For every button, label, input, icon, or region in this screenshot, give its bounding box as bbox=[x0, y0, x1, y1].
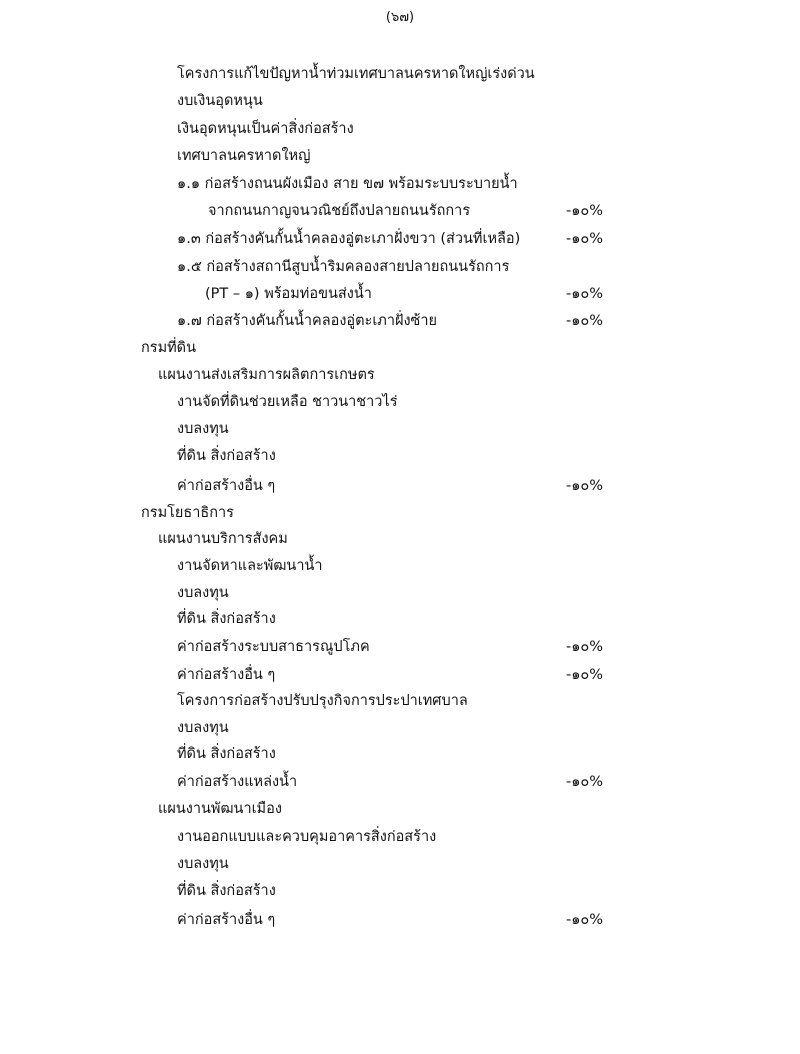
line-text: แผนงานพัฒนาเมือง bbox=[158, 801, 282, 817]
line-text: แผนงานบริการสังคม bbox=[158, 531, 288, 547]
percent-cut: -๑๐% bbox=[566, 774, 604, 790]
line-text: ๑.๑ ก่อสร้างถนนผังเมือง สาย ข๗ พร้อมระบบระบายน้ำ bbox=[177, 176, 518, 192]
project-heading bbox=[0, 688, 800, 714]
percent-cut: -๑๐% bbox=[566, 478, 604, 494]
work-item bbox=[0, 389, 800, 415]
line-text: งานออกแบบและควบคุมอาคารสิ่งก่อสร้าง bbox=[177, 829, 437, 845]
expense-line bbox=[0, 473, 800, 499]
plan-heading bbox=[0, 362, 800, 388]
line-text: ๑.๓ ก่อสร้างคันกั้นน้ำคลองอู่ตะเภาฝั่งขวา (ส่วนที่เหลือ) bbox=[177, 231, 521, 247]
percent-cut: -๑๐% bbox=[566, 286, 604, 302]
line-text: งบลงทุน bbox=[177, 856, 229, 872]
item-1-5-continued bbox=[0, 281, 800, 307]
item-1-7 bbox=[0, 308, 800, 334]
page-number: (๖๗) bbox=[385, 10, 415, 25]
line-text: ค่าก่อสร้างอื่น ๆ bbox=[177, 478, 276, 494]
budget-category bbox=[0, 851, 800, 877]
line-text: ที่ดิน สิ่งก่อสร้าง bbox=[177, 448, 276, 464]
line-text: งบลงทุน bbox=[177, 421, 229, 437]
item-1-5 bbox=[0, 254, 800, 280]
plan-heading bbox=[0, 526, 800, 552]
line-text: โครงการแก้ไขปัญหาน้ำท่วมเทศบาลนครหาดใหญ่เร่งด่วน bbox=[177, 66, 535, 82]
line-text: ที่ดิน สิ่งก่อสร้าง bbox=[177, 746, 276, 762]
expense-line bbox=[0, 769, 800, 795]
item-1-1 bbox=[0, 171, 800, 197]
budget-category bbox=[0, 580, 800, 606]
plan-heading bbox=[0, 796, 800, 822]
project-heading bbox=[0, 61, 800, 87]
budget-category bbox=[0, 715, 800, 741]
percent-cut: -๑๐% bbox=[566, 203, 604, 219]
item-1-1-continued bbox=[0, 198, 800, 224]
budget-subcategory bbox=[0, 606, 800, 632]
expense-line bbox=[0, 634, 800, 660]
percent-cut: -๑๐% bbox=[566, 639, 604, 655]
line-text: งานจัดที่ดินช่วยเหลือ ชาวนาชาวไร่ bbox=[177, 394, 398, 410]
line-text: ๑.๕ ก่อสร้างสถานีสูบน้ำริมคลองสายปลายถนนรัถการ bbox=[177, 259, 510, 275]
percent-cut: -๑๐% bbox=[566, 667, 604, 683]
line-text: ค่าก่อสร้างแหล่งน้ำ bbox=[177, 774, 298, 790]
expense-line bbox=[0, 907, 800, 933]
budget-subcategory bbox=[0, 443, 800, 469]
department-heading bbox=[0, 500, 800, 526]
work-item bbox=[0, 553, 800, 579]
line-text: กรมโยธาธิการ bbox=[141, 505, 234, 521]
line-text: เงินอุดหนุนเป็นค่าสิ่งก่อสร้าง bbox=[177, 121, 354, 137]
line-text: งานจัดหาและพัฒนาน้ำ bbox=[177, 558, 323, 574]
line-text: เทศบาลนครหาดใหญ่ bbox=[177, 148, 311, 164]
percent-cut: -๑๐% bbox=[566, 231, 604, 247]
line-text: กรมที่ดิน bbox=[141, 340, 197, 356]
line-text: โครงการก่อสร้างปรับปรุงกิจการประปาเทศบาล bbox=[177, 693, 468, 709]
line-text: ที่ดิน สิ่งก่อสร้าง bbox=[177, 883, 276, 899]
line-text: งบเงินอุดหนุน bbox=[177, 93, 263, 109]
item-1-3 bbox=[0, 226, 800, 252]
budget-category bbox=[0, 88, 800, 114]
line-text: ค่าก่อสร้างอื่น ๆ bbox=[177, 667, 276, 683]
line-text: (PT – ๑) พร้อมท่อขนส่งน้ำ bbox=[205, 286, 372, 302]
expense-line bbox=[0, 662, 800, 688]
line-text: จากถนนกาญจนวณิชย์ถึงปลายถนนรัถการ bbox=[208, 203, 471, 219]
line-text: ๑.๗ ก่อสร้างคันกั้นน้ำคลองอู่ตะเภาฝั่งซ้าย bbox=[177, 313, 438, 329]
percent-cut: -๑๐% bbox=[566, 313, 604, 329]
line-text: ที่ดิน สิ่งก่อสร้าง bbox=[177, 611, 276, 627]
line-text: ค่าก่อสร้างอื่น ๆ bbox=[177, 912, 276, 928]
recipient bbox=[0, 143, 800, 169]
line-text: งบลงทุน bbox=[177, 720, 229, 736]
line-text: ค่าก่อสร้างระบบสาธารณูปโภค bbox=[177, 639, 370, 655]
line-text: งบลงทุน bbox=[177, 585, 229, 601]
department-heading bbox=[0, 335, 800, 361]
work-item bbox=[0, 824, 800, 850]
budget-subcategory bbox=[0, 878, 800, 904]
budget-category bbox=[0, 416, 800, 442]
percent-cut: -๑๐% bbox=[566, 912, 604, 928]
budget-subcategory bbox=[0, 741, 800, 767]
budget-subcategory bbox=[0, 116, 800, 142]
line-text: แผนงานส่งเสริมการผลิตการเกษตร bbox=[158, 367, 375, 383]
